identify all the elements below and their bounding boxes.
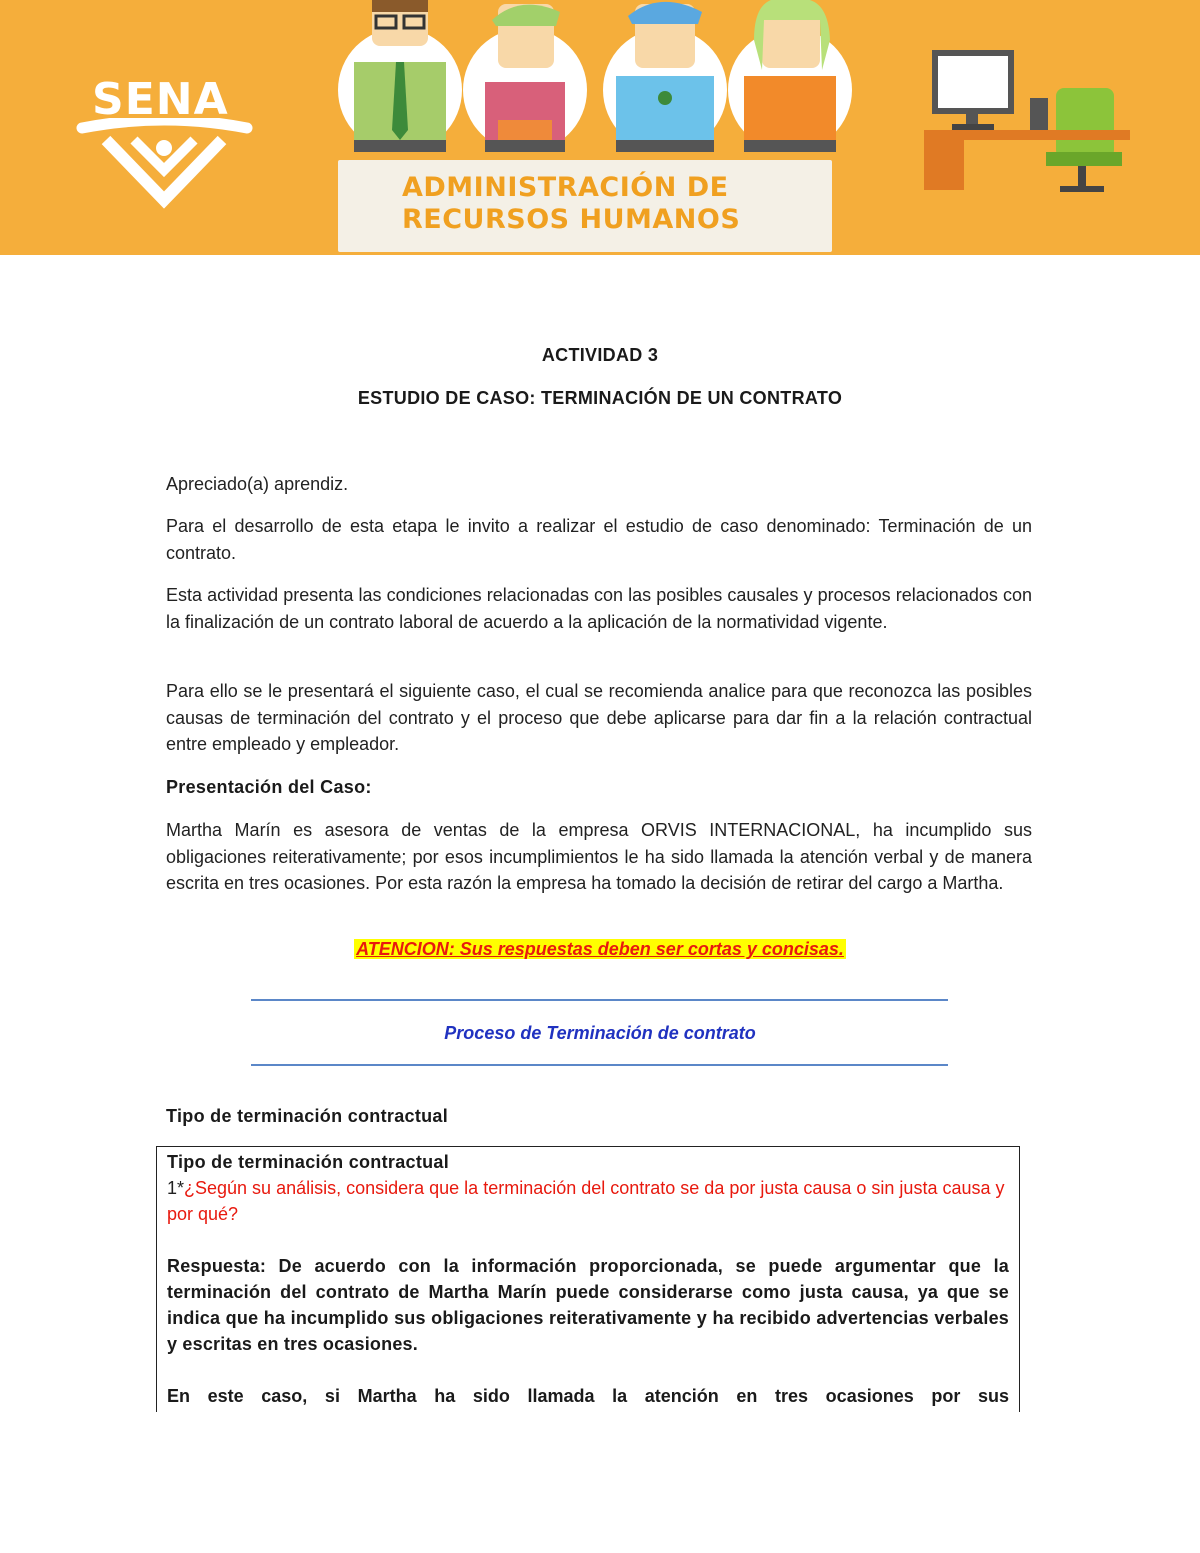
divider-bottom <box>251 1064 948 1066</box>
question-text <box>167 1175 1009 1227</box>
question-box-title: Tipo de terminación contractual <box>167 1152 450 1172</box>
divider-top <box>251 999 948 1001</box>
sena-logo-text: SENA <box>92 74 229 125</box>
process-title: Proceso de Terminación de contrato <box>444 1023 756 1043</box>
activity-description-paragraph: Esta actividad presenta las condiciones relacionadas con las posibles causales y procesos relacionados con la finalización de un contrato laboral de acuerdo a la aplicación de la normatividad vigente. <box>166 585 1032 632</box>
person-blonde-hair-icon <box>728 0 852 152</box>
case-study-title: ESTUDIO DE CASO: TERMINACIÓN DE UN CONTRATO <box>357 388 843 408</box>
banner-title-line1: ADMINISTRACIÓN DE <box>402 172 729 203</box>
person-glasses-icon <box>338 0 462 152</box>
desk-top <box>924 130 1130 140</box>
case-presentation-heading: Presentación del Caso: <box>166 777 372 797</box>
activity-heading: ACTIVIDAD 3 <box>541 345 659 365</box>
sena-logo-icon <box>72 118 257 210</box>
attention-text: ATENCION: Sus respuestas deben ser cortas y concisas. <box>356 939 844 959</box>
question-box <box>156 1146 1020 1412</box>
answer-text: Respuesta: De acuerdo con la información proporcionada, se puede argumentar que la terminación del contrato de Martha Marín puede considerarse como justa causa, ya que se indica que ha incumplido sus obligaciones reiterativamente y ha recibido advertencias verbales y escritas en tres ocasiones. <box>167 1256 1009 1354</box>
desk-drawer <box>924 140 964 190</box>
instructions-paragraph: Para ello se le presentará el siguiente caso, el cual se recomienda analice para que reconozca las posibles causas de terminación del contrato y el proceso que debe aplicarse para dar fin a la relación contractual entre empleado y empleador. <box>166 681 1032 754</box>
computer-monitor-icon <box>932 50 1014 130</box>
header-banner <box>0 0 1200 255</box>
question-body: ¿Según su análisis, considera que la terminación del contrato se da por justa causa o sin justa causa y por qué? <box>167 1178 1005 1224</box>
person-green-hair-icon <box>463 4 587 152</box>
pencil-cup-icon <box>1030 98 1048 130</box>
question-number: 1* <box>167 1178 185 1198</box>
office-desk-illustration <box>920 40 1135 200</box>
banner-title <box>402 172 822 236</box>
greeting: Apreciado(a) aprendiz. <box>166 474 349 494</box>
intro-paragraph: Para el desarrollo de esta etapa le invito a realizar el estudio de caso denominado: Terminación de un contrato. <box>166 516 1032 563</box>
staff-illustration <box>330 0 860 160</box>
case-text-paragraph: Martha Marín es asesora de ventas de la empresa ORVIS INTERNACIONAL, ha incumplido sus obligaciones reiterativamente; por esos incumplimientos le ha sido llamada la atención verbal y de manera escrita en tres ocasiones. Por esta razón la empresa ha tomado la decisión de retirar del cargo a Martha. <box>166 820 1032 893</box>
answer-continued-text: En este caso, si Martha ha sido llamada la atención en tres ocasiones por sus <box>167 1386 1009 1406</box>
section-heading: Tipo de terminación contractual <box>166 1106 449 1126</box>
person-blue-hair-icon <box>603 2 727 152</box>
banner-title-line2: RECURSOS HUMANOS <box>402 204 741 235</box>
attention-notice <box>0 939 1200 960</box>
